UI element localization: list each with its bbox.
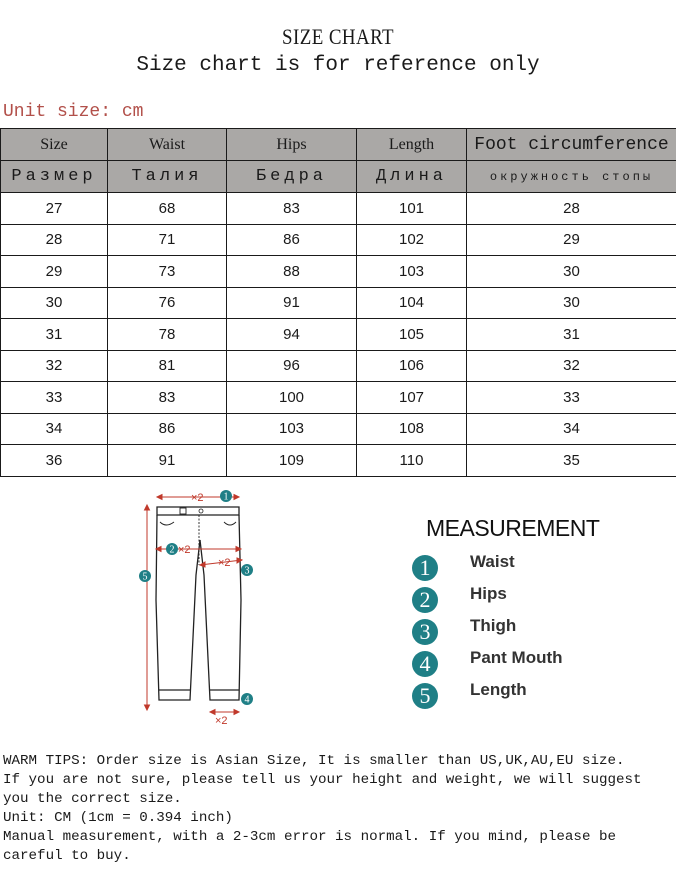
table-row [1,413,676,445]
size-table [0,128,676,477]
cell-waist: 71 [108,224,227,256]
marker-4-icon: 4 [412,651,438,677]
cell-foot: 28 [467,193,676,225]
legend-label: Hips [470,584,507,603]
cell-length: 108 [357,413,467,445]
legend-label: Pant Mouth [470,648,563,667]
cell-size: 31 [1,319,108,351]
cell-size: 30 [1,287,108,319]
cell-size: 28 [1,224,108,256]
legend-label: Waist [470,552,515,571]
cell-waist: 91 [108,445,227,477]
svg-text:3: 3 [244,565,250,577]
col-length-ru: Длина [357,161,467,193]
cell-hips: 96 [227,350,357,382]
svg-text:2: 2 [169,544,175,556]
cell-size: 34 [1,413,108,445]
cell-size: 29 [1,256,108,288]
legend-item-length [412,677,563,709]
cell-foot: 33 [467,382,676,414]
cell-waist: 73 [108,256,227,288]
cell-hips: 103 [227,413,357,445]
marker-5-icon: 5 [412,683,438,709]
cell-hips: 86 [227,224,357,256]
cell-foot: 32 [467,350,676,382]
cell-waist: 76 [108,287,227,319]
cell-waist: 86 [108,413,227,445]
cell-foot: 31 [467,319,676,351]
table-row [1,224,676,256]
marker-3-icon: 3 [412,619,438,645]
legend-item-pant-mouth [412,645,563,677]
col-foot-ru: окружность стопы [467,161,676,193]
col-waist-ru: Талия [108,161,227,193]
cell-hips: 94 [227,319,357,351]
cell-length: 104 [357,287,467,319]
legend-item-hips [412,581,563,613]
marker-1-icon: 1 [412,555,438,581]
svg-text:×2: ×2 [215,715,228,725]
table-row [1,193,676,225]
cell-length: 107 [357,382,467,414]
cell-foot: 30 [467,256,676,288]
legend-label: Length [470,680,527,699]
cell-size: 33 [1,382,108,414]
legend-item-waist [412,549,563,581]
table-row [1,382,676,414]
legend-item-thigh [412,613,563,645]
svg-text:5: 5 [142,571,148,583]
marker-2-icon: 2 [412,587,438,613]
page-title: SIZE CHART [282,24,394,49]
col-hips: Hips [227,129,357,161]
col-hips-ru: Бедра [227,161,357,193]
cell-length: 105 [357,319,467,351]
table-row [1,445,676,477]
cell-size: 27 [1,193,108,225]
table-row [1,350,676,382]
col-size-ru: Размер [1,161,108,193]
cell-foot: 34 [467,413,676,445]
svg-text:4: 4 [244,694,250,706]
unit-label: Unit size: cm [3,102,144,122]
cell-waist: 81 [108,350,227,382]
cell-length: 106 [357,350,467,382]
tip-height-weight: If you are not sure, please tell us your height and weight, we will suggest you the correct size. [3,772,642,807]
cell-foot: 29 [467,224,676,256]
col-length: Length [357,129,467,161]
cell-hips: 83 [227,193,357,225]
page-subtitle: Size chart is for reference only [136,54,540,77]
tip-unit: Unit: CM (1cm = 0.394 inch) [3,810,233,826]
cell-hips: 109 [227,445,357,477]
tip-manual-measurement: Manual measurement, with a 2-3cm error is normal. If you mind, please be careful to buy. [3,829,616,864]
tip-asian-size: WARM TIPS: Order size is Asian Size, It is smaller than US,UK,AU,EU size. [3,753,625,769]
cell-hips: 91 [227,287,357,319]
col-foot: Foot circumference [467,129,676,161]
header-row-english [1,129,676,161]
cell-size: 32 [1,350,108,382]
cell-length: 103 [357,256,467,288]
cell-hips: 100 [227,382,357,414]
col-size: Size [1,129,108,161]
table-row [1,319,676,351]
header-row-russian [1,161,676,193]
cell-length: 102 [357,224,467,256]
cell-size: 36 [1,445,108,477]
cell-length: 110 [357,445,467,477]
cell-hips: 88 [227,256,357,288]
cell-waist: 68 [108,193,227,225]
svg-text:1: 1 [223,491,229,503]
table-row [1,256,676,288]
col-waist: Waist [108,129,227,161]
cell-foot: 35 [467,445,676,477]
svg-text:×2: ×2 [218,557,231,569]
measurement-legend [412,549,563,709]
svg-text:×2: ×2 [178,544,191,556]
cell-waist: 78 [108,319,227,351]
cell-length: 101 [357,193,467,225]
warm-tips [3,752,675,866]
cell-foot: 30 [467,287,676,319]
cell-waist: 83 [108,382,227,414]
legend-label: Thigh [470,616,517,635]
measurement-title: MEASUREMENT [426,515,600,541]
table-row [1,287,676,319]
pants-diagram [120,485,270,725]
svg-text:×2: ×2 [191,492,204,504]
